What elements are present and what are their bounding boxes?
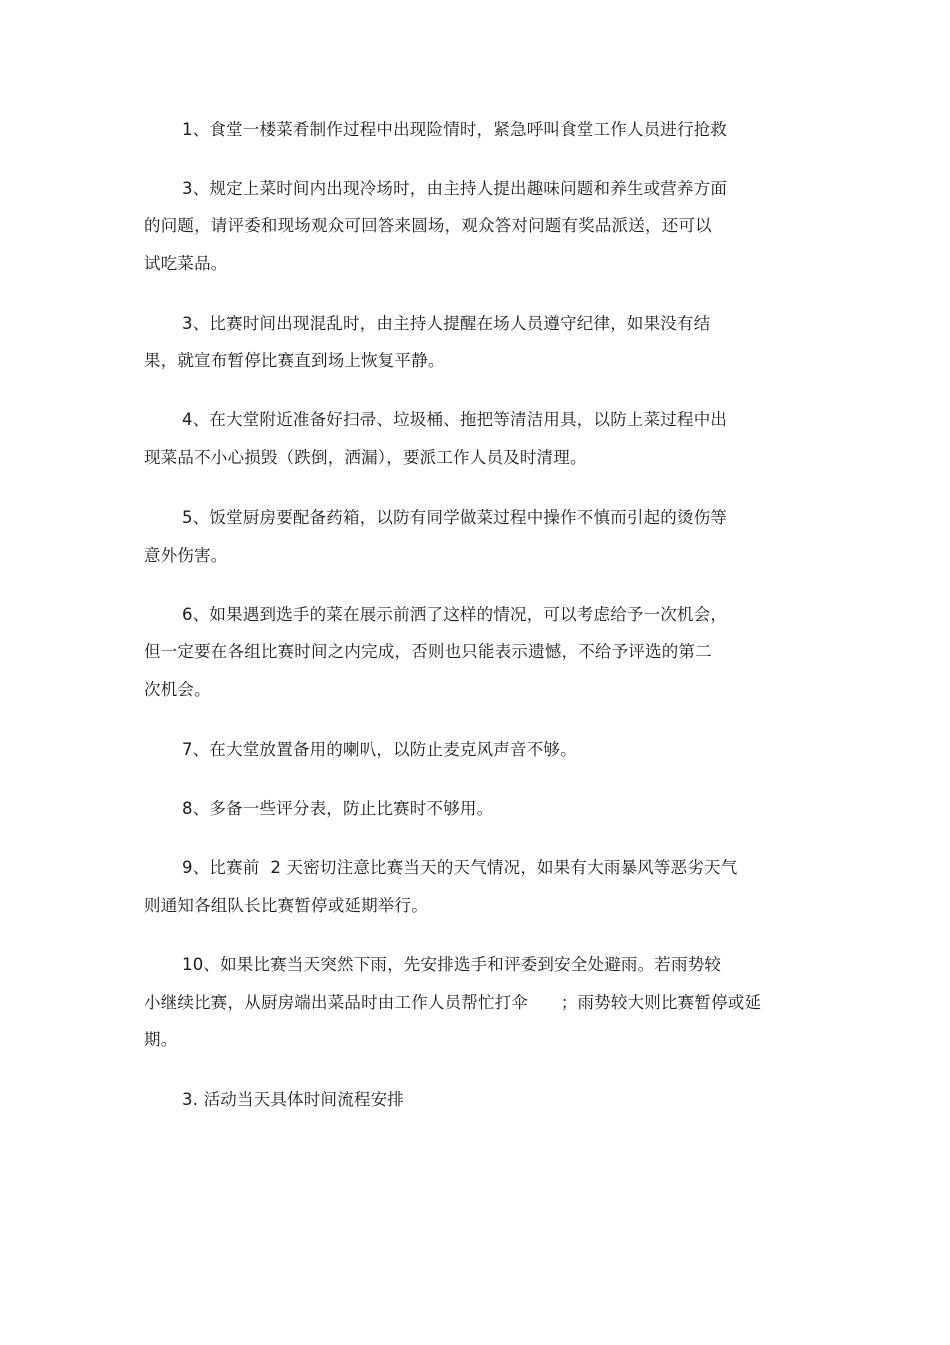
text-line: 4、在大堂附近准备好扫帚、垃圾桶、拖把等清洁用具，以防上菜过程中出: [182, 410, 728, 429]
text-line: 但一定要在各组比赛时间之内完成，否则也只能表示遗憾，不给予评选的第二: [144, 642, 712, 661]
text-line: 9、比赛前 2 天密切注意比赛当天的天气情况，如果有大雨暴风等恶劣天气: [182, 858, 738, 877]
text-line: 10、如果比赛当天突然下雨，先安排选手和评委到安全处避雨。若雨势较: [182, 955, 722, 974]
text-line: 则通知各组队长比赛暂停或延期举行。: [144, 896, 428, 915]
text-line: 1、食堂一楼菜肴制作过程中出现险情时，紧急呼叫食堂工作人员进行抢救: [182, 120, 728, 139]
text-line: 8、多备一些评分表，防止比赛时不够用。: [182, 799, 494, 818]
text-line: 6、如果遇到选手的菜在展示前洒了这样的情况，可以考虑给予一次机会，: [182, 605, 728, 624]
text-line: 的问题，请评委和现场观众可回答来圆场，观众答对问题有奖品派送，还可以: [144, 216, 712, 235]
text-line: 试吃菜品。: [144, 254, 228, 273]
text-line: 次机会。: [144, 680, 211, 699]
text-line: 7、在大堂放置备用的喇叭，以防止麦克风声音不够。: [182, 740, 577, 759]
text-line: 3. 活动当天具体时间流程安排: [182, 1090, 404, 1109]
text-line: 3、规定上菜时间内出现冷场时，由主持人提出趣味问题和养生或营养方面: [182, 179, 728, 198]
text-line: 现菜品不小心损毁（跌倒，洒漏），要派工作人员及时清理。: [144, 448, 587, 467]
text-line: 意外伤害。: [144, 546, 228, 565]
text-line: 期。: [144, 1030, 178, 1049]
text-line: 5、饭堂厨房要配备药箱，以防有同学做菜过程中操作不慎而引起的烫伤等: [182, 508, 728, 527]
text-line: 3、比赛时间出现混乱时，由主持人提醒在场人员遵守纪律，如果没有结: [182, 314, 711, 333]
text-line: 小继续比赛，从厨房端出菜品时由工作人员帮忙打伞 ；雨势较大则比赛暂停或延: [144, 993, 762, 1012]
text-line: 果，就宣布暂停比赛直到场上恢复平静。: [144, 351, 445, 370]
